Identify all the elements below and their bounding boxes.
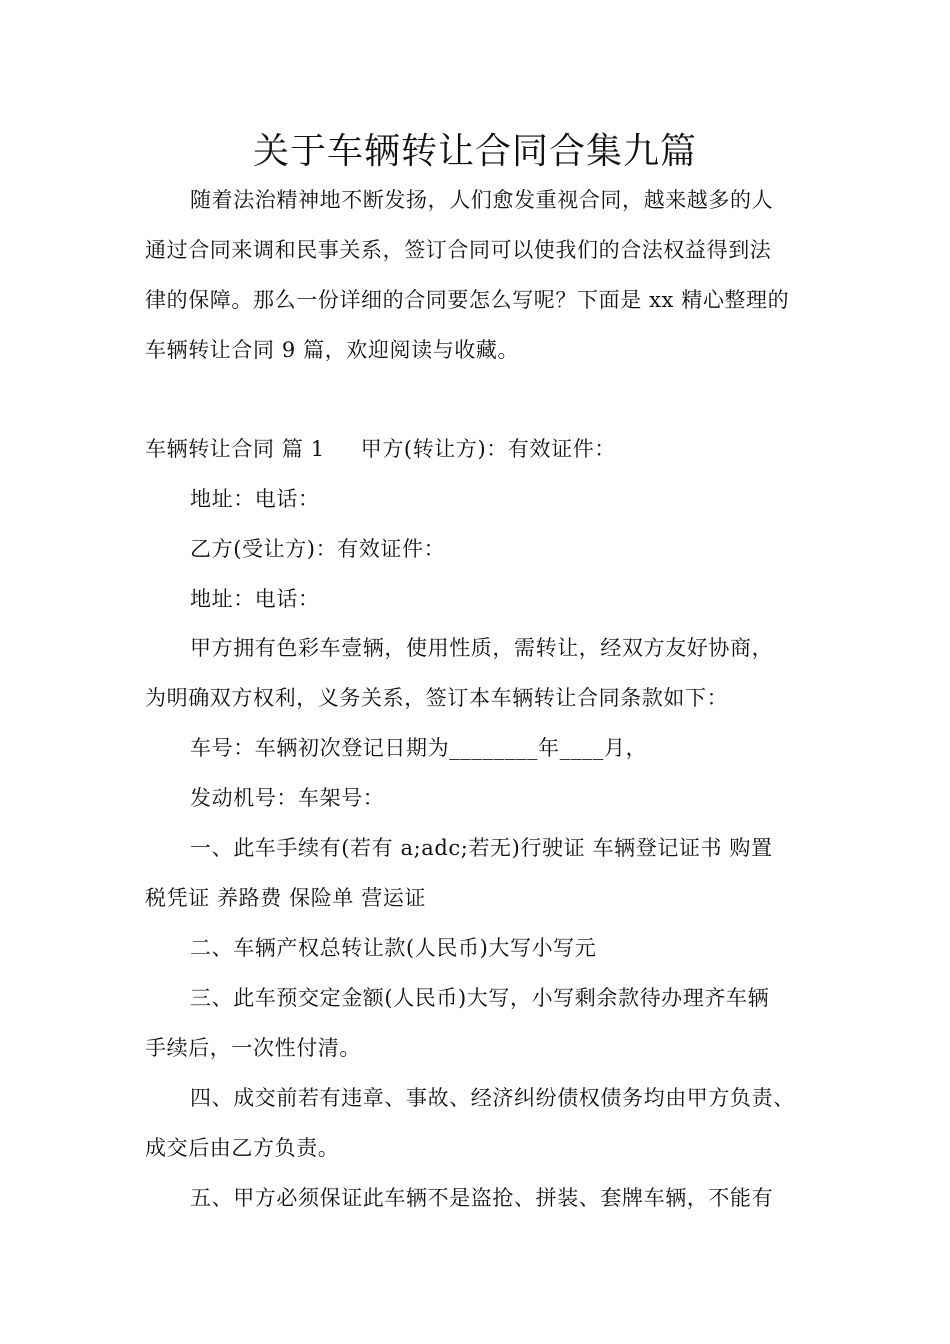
- contract-line: 车号：车辆初次登记日期为________年____月，: [190, 736, 648, 760]
- contract-line: 地址：电话：: [190, 587, 320, 611]
- contract-line: 五、甲方必须保证此车辆不是盗抢、拼装、套牌车辆，不能有: [190, 1186, 774, 1210]
- document-title: 关于车辆转让合同合集九篇: [252, 131, 697, 172]
- section-heading-row: [145, 434, 616, 464]
- intro-line: 律的保障。那么一份详细的合同要怎么写呢？下面是 xx 精心整理的: [145, 288, 790, 312]
- contract-line: 成交后由乙方负责。: [145, 1136, 340, 1160]
- contract-line: 乙方(受让方)：有效证件：: [190, 537, 446, 561]
- section-heading: 车辆转让合同 篇 1: [145, 437, 325, 461]
- intro-line: 车辆转让合同 9 篇，欢迎阅读与收藏。: [145, 338, 520, 362]
- contract-line: 甲方拥有色彩车壹辆，使用性质，需转让，经双方友好协商，: [190, 636, 774, 660]
- contract-line: 地址：电话：: [190, 487, 320, 511]
- intro-line: 通过合同来调和民事关系，签订合同可以使我们的合法权益得到法: [145, 238, 772, 262]
- contract-line: 三、此车预交定金额(人民币)大写，小写剩余款待办理齐车辆: [190, 986, 770, 1010]
- contract-line: 手续后，一次性付清。: [145, 1036, 361, 1060]
- party-a-line: 甲方(转让方)：有效证件：: [360, 437, 616, 461]
- contract-line: 一、此车手续有(若有 a;adc;若无)行驶证 车辆登记证书 购置: [190, 836, 773, 860]
- contract-line: 二、车辆产权总转让款(人民币)大写小写元: [190, 936, 597, 960]
- contract-line: 为明确双方权利，义务关系，签订本车辆转让合同条款如下：: [145, 686, 729, 710]
- intro-line: 随着法治精神地不断发扬，人们愈发重视合同，越来越多的人: [190, 188, 774, 212]
- contract-line: 发动机号：车架号：: [190, 786, 385, 810]
- contract-line: 税凭证 养路费 保险单 营运证: [145, 886, 427, 910]
- contract-line: 四、成交前若有违章、事故、经济纠纷债权债务均由甲方负责、: [190, 1086, 795, 1110]
